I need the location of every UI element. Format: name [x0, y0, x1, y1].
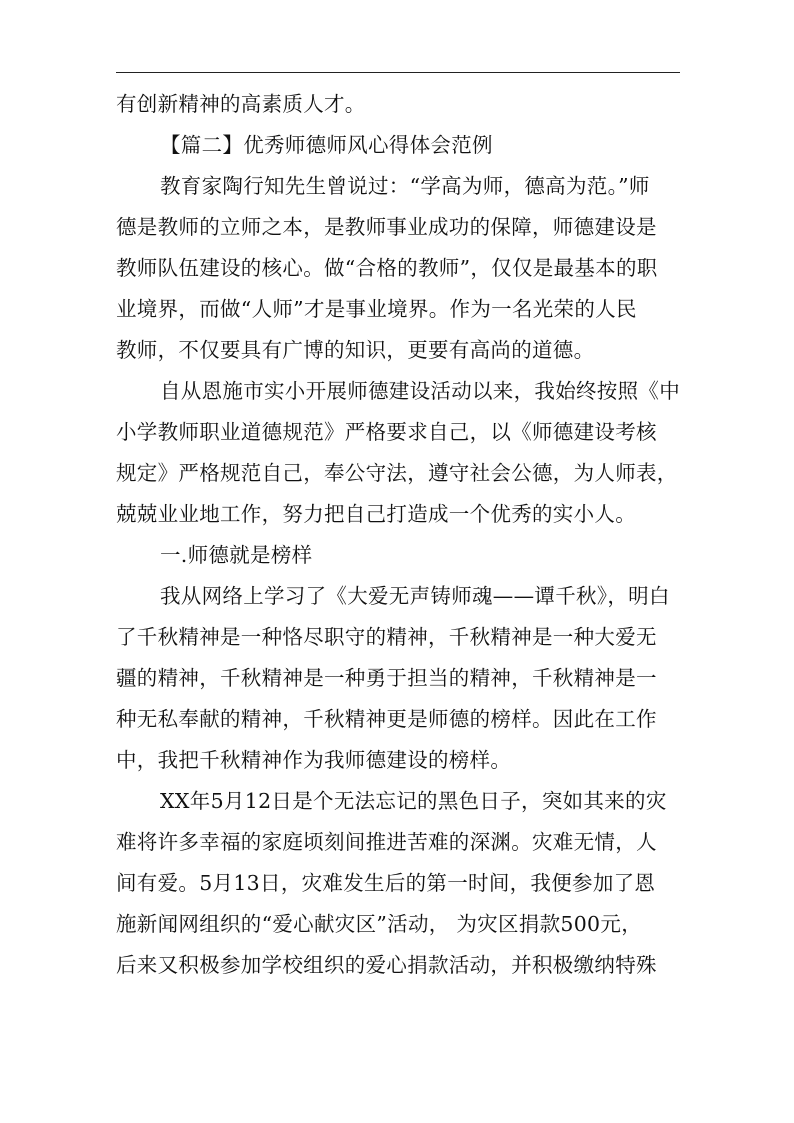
text-line: 施新闻网组织的“爱心献灾区”活动， 为灾区捐款500元， [116, 912, 643, 936]
text-line: 教育家陶行知先生曾说过：“学高为师，德高为范。”师 [160, 174, 650, 198]
text-line: 小学教师职业道德规范》严格要求自己，以《师德建设考核 [116, 420, 657, 444]
text-line: XX年5月12日是个无法忘记的黑色日子，突如其来的灾 [160, 789, 667, 813]
section-heading: 【篇二】优秀师德师风心得体会范例 [160, 133, 493, 157]
text-line: 难将许多幸福的家庭顷刻间推进苦难的深渊。灾难无情，人 [116, 830, 657, 854]
text-line: 德是教师的立师之本，是教师事业成功的保障，师德建设是 [116, 215, 657, 239]
text-line: 我从网络上学习了《大爱无声铸师魂——谭千秋》，明白 [160, 584, 670, 608]
text-line: 教师，不仅要具有广博的知识，更要有高尚的道德。 [116, 338, 595, 362]
text-line: 规定》严格规范自己，奉公守法，遵守社会公德，为人师表， [116, 461, 678, 485]
subsection-heading: 一.师德就是榜样 [160, 543, 313, 567]
header-rule [116, 72, 680, 73]
text-line: 兢兢业业地工作，努力把自己打造成一个优秀的实小人。 [116, 502, 636, 526]
text-line: 教师队伍建设的核心。做“合格的教师”，仅仅是最基本的职 [116, 256, 658, 280]
text-line: 间有爱。5月13日，灾难发生后的第一时间，我便参加了恩 [116, 871, 656, 895]
document-body [116, 84, 682, 986]
text-line: 种无私奉献的精神，千秋精神更是师德的榜样。因此在工作 [116, 707, 657, 731]
text-line: 疆的精神，千秋精神是一种勇于担当的精神，千秋精神是一 [116, 666, 657, 690]
text-line: 有创新精神的高素质人才。 [116, 92, 366, 116]
text-line: 了千秋精神是一种恪尽职守的精神，千秋精神是一种大爱无 [116, 625, 657, 649]
text-line: 中，我把千秋精神作为我师德建设的榜样。 [116, 748, 512, 772]
text-line: 自从恩施市实小开展师德建设活动以来，我始终按照《中 [160, 379, 680, 403]
text-line: 后来又积极参加学校组织的爱心捐款活动，并积极缴纳特殊 [116, 953, 657, 977]
text-line: 业境界，而做“人师”才是事业境界。作为一名光荣的人民 [116, 297, 637, 321]
